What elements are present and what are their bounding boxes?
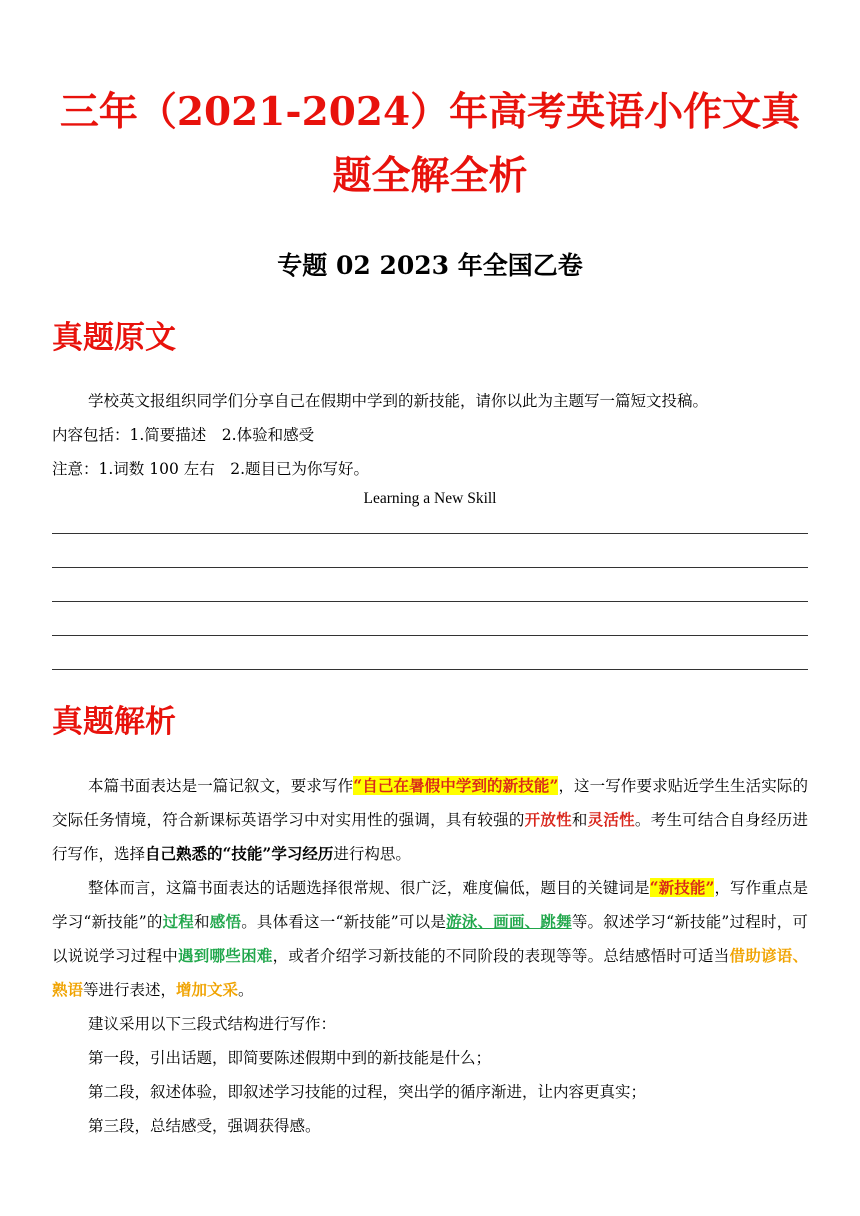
text-run: 进行构思。 — [333, 845, 411, 863]
emphasis-orange: 增加文采 — [176, 980, 239, 999]
structure-intro: 建议采用以下三段式结构进行写作： — [88, 1015, 337, 1033]
highlight-keyphrase: “自己在暑假中学到的新技能” — [353, 776, 559, 795]
writing-line — [52, 601, 808, 602]
emphasis-red: 开放性 — [524, 810, 572, 829]
writing-line — [52, 533, 808, 534]
writing-line — [52, 669, 808, 670]
text-run: 。考生可结合自身经历进行写作，选择 — [52, 811, 808, 863]
writing-line — [52, 635, 808, 636]
text-run: 。具体看这一“新技能”可以是 — [241, 913, 447, 931]
highlight-keyword: “新技能” — [649, 878, 715, 897]
writing-line — [52, 567, 808, 568]
text-run: 和 — [571, 811, 588, 829]
text-run: 等。叙述学习“新技能”过程时，可以说说学习过程中 — [52, 913, 808, 965]
text-run: 和 — [194, 913, 210, 931]
structure-paragraph-1: 第一段，引出话题，即简要陈述假期中到的新技能是什么； — [88, 1049, 492, 1067]
section-heading-original: 真题原文 — [52, 320, 176, 356]
page-subtitle: 专题 02 2023 年全国乙卷 — [277, 251, 583, 280]
prompt-text: 学校英文报组织同学们分享自己在假期中学到的新技能，请你以此为主题写一篇短文投稿。 — [88, 392, 709, 410]
text-run: 整体而言，这篇书面表达的话题选择很常规、很广泛，难度偏低，题目的关键词是 — [88, 879, 650, 897]
page-title: 三年（2021-2024）年高考英语小作文真题全解全析 — [59, 89, 801, 199]
emphasis-green-underline: 游泳、画画、跳舞 — [446, 912, 572, 931]
emphasis-red: 灵活性 — [587, 810, 635, 829]
structure-paragraph-3: 第三段，总结感受，强调获得感。 — [88, 1117, 321, 1135]
text-run: 。 — [238, 981, 254, 999]
text-run: 等进行表述， — [83, 981, 177, 999]
analysis-paragraph-1 — [52, 769, 808, 871]
text-run: ，写作重点是学习“新技能”的 — [52, 879, 808, 931]
section-heading-analysis: 真题解析 — [52, 704, 176, 740]
emphasis-green: 遇到哪些困难 — [178, 946, 273, 965]
notes-text: 注意：1.词数 100 左右 2.题目已为你写好。 — [52, 460, 370, 478]
emphasis-bold: 自己熟悉的“技能”学习经历 — [145, 844, 334, 863]
emphasis-green: 感悟 — [209, 912, 242, 931]
emphasis-orange: 借助谚语、熟语 — [52, 946, 808, 999]
structure-paragraph-2: 第二段，叙述体验，即叙述学习技能的过程，突出学的循序渐进，让内容更真实； — [88, 1083, 647, 1101]
analysis-paragraph-2 — [52, 871, 808, 1007]
text-run: ，这一写作要求贴近学生生活实际的交际任务情境，符合新课标英语学习中对实用性的强调，具有较强的 — [52, 777, 808, 829]
emphasis-green: 过程 — [162, 912, 195, 931]
content-requirements: 内容包括：1.简要描述 2.体验和感受 — [52, 426, 315, 444]
essay-title: Learning a New Skill — [363, 490, 497, 507]
text-run: ，或者介绍学习新技能的不同阶段的表现等等。总结感悟时可适当 — [272, 947, 730, 965]
text-run: 本篇书面表达是一篇记叙文，要求写作 — [88, 777, 354, 795]
